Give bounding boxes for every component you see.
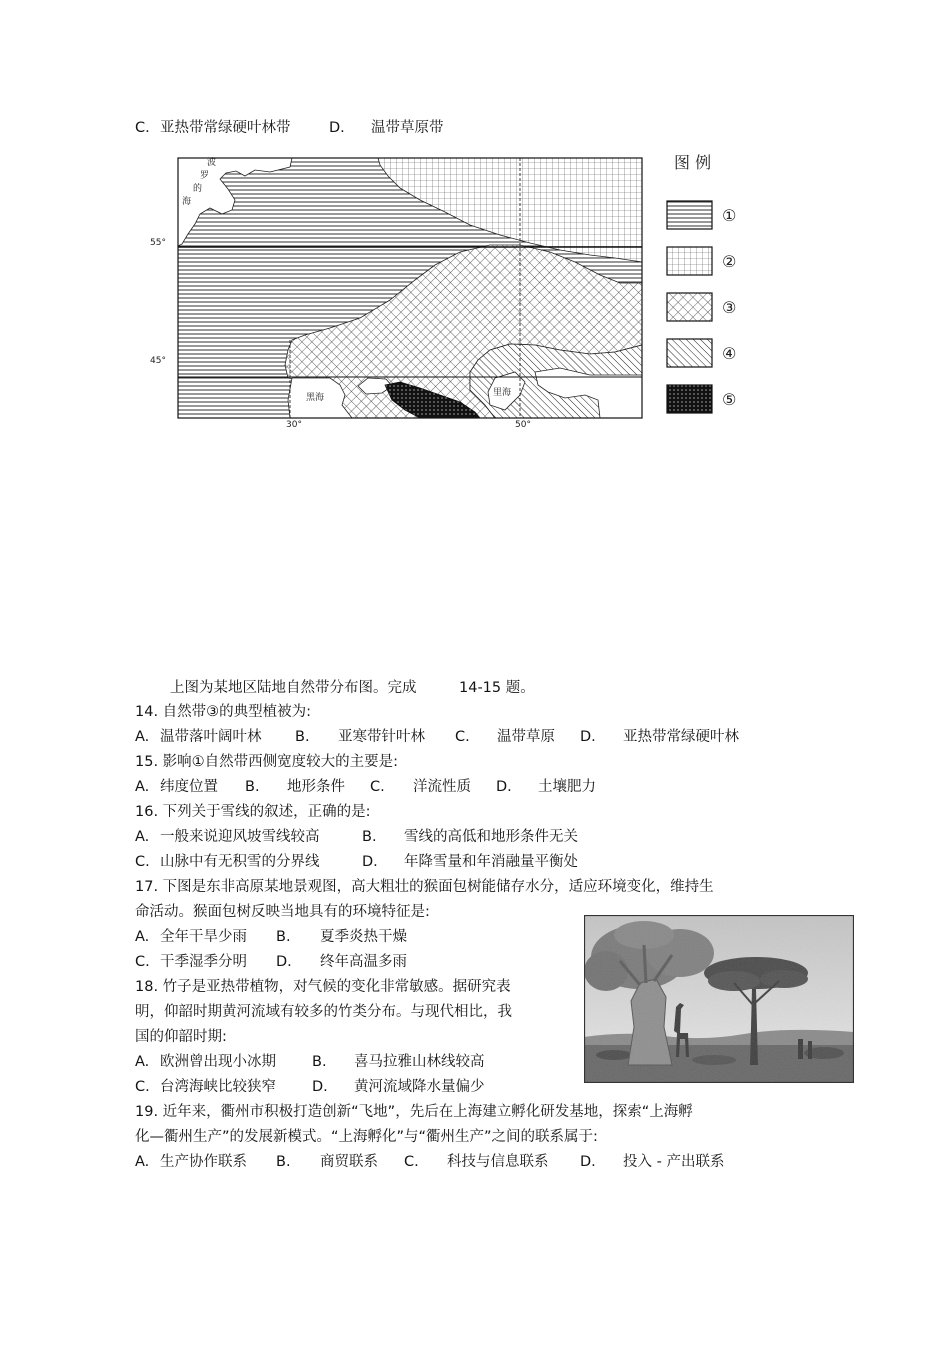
natural-zone-map [140,148,760,433]
option-label: B. [295,729,310,745]
option-text: 温带草原 [497,729,555,745]
option-text: 亚热带常绿硬叶林 [623,729,739,745]
option-label: C. [135,854,150,870]
legend-symbol: ② [722,252,737,271]
option-label: D. [276,954,292,970]
option-label: A. [135,929,150,945]
question-stem: 19. 近年来，衢州市积极打造创新“飞地”，先后在上海建立孵化研发基地，探索“上海孵 [135,1104,693,1120]
option-text: 终年高温多雨 [320,954,407,970]
question-stem: 16. 下列关于雪线的叙述，正确的是: [135,804,371,820]
legend-symbol: ① [722,206,737,225]
question-stem: 国的仰韶时期: [135,1029,227,1045]
legend-swatch-2 [667,247,712,275]
question-stem: 17. 下图是东非高原某地景观图，高大粗壮的猴面包树能储存水分，适应环境变化，维持生 [135,879,714,895]
option-text: 夏季炎热干燥 [320,929,407,945]
baltic-sea-label-char: 海 [182,197,192,207]
option-label: B. [276,929,291,945]
legend-symbol: ③ [722,298,737,317]
option-label: A. [135,779,150,795]
baltic-sea-label-char: 的 [193,184,203,194]
baltic-sea-label-char: 波 [207,158,217,168]
option-label: A. [135,829,150,845]
option-label: C. [455,729,470,745]
option-label: C. [370,779,385,795]
option-label: D. [362,854,378,870]
baobab-landscape-photo [584,915,854,1083]
legend-swatch-3 [667,293,712,321]
option-text: 土壤肥力 [538,779,596,795]
legend-symbol: ⑤ [722,390,737,409]
option-text: 雪线的高低和地形条件无关 [404,829,578,845]
question-stem: 15. 影响①自然带西侧宽度较大的主要是: [135,754,399,770]
black-sea-label: 黑海 [306,393,325,403]
option-text: 亚寒带针叶林 [338,729,425,745]
intro-range: 14-15 题。 [459,680,535,696]
longitude-label: 30° [286,420,302,430]
option-label: A. [135,1154,150,1170]
option-label: D. [329,120,345,136]
option-text: 喜马拉雅山林线较高 [354,1054,485,1070]
option-text: 洋流性质 [413,779,471,795]
question-stem: 明，仰韶时期黄河流域有较多的竹类分布。与现代相比，我 [135,1004,512,1020]
option-text: 纬度位置 [160,779,218,795]
photo-grain-overlay [584,915,854,1083]
option-text: 一般来说迎风坡雪线较高 [160,829,320,845]
question-stem: 14. 自然带③的典型植被为: [135,704,312,720]
option-label: C. [404,1154,419,1170]
option-text: 生产协作联系 [160,1154,247,1170]
option-text: 温带草原带 [371,120,444,136]
option-text: 台湾海峡比较狭窄 [160,1079,276,1095]
option-text: 地形条件 [287,779,345,795]
option-label: A. [135,1054,150,1070]
option-text: 年降雪量和年消融量平衡处 [404,854,578,870]
latitude-label: 55° [150,238,166,248]
longitude-label: 50° [515,420,531,430]
question-stem: 化—衢州生产”的发展新模式。“上海孵化”与“衢州生产”之间的联系属于: [135,1129,598,1145]
option-label: B. [362,829,377,845]
question-stem: 命活动。猴面包树反映当地具有的环境特征是: [135,904,430,920]
option-text: 投入 - 产出联系 [623,1154,725,1170]
option-text: 亚热带常绿硬叶林带 [160,120,291,136]
option-label: D. [580,1154,596,1170]
legend-title: 图 例 [674,153,712,172]
option-label: C. [135,1079,150,1095]
caspian-sea-label: 里海 [493,388,512,398]
option-text: 黄河流域降水量偏少 [354,1079,485,1095]
legend-swatch-1 [667,201,712,229]
option-label: A. [135,729,150,745]
latitude-label: 45° [150,356,166,366]
option-text: 欧洲曾出现小冰期 [160,1054,276,1070]
option-text: 干季湿季分明 [160,954,247,970]
intro-text: 上图为某地区陆地自然带分布图。完成 [170,680,417,696]
legend-swatch-5 [667,385,712,413]
legend-swatch-4 [667,339,712,367]
option-text: 温带落叶阔叶林 [160,729,262,745]
legend-symbol: ④ [722,344,737,363]
option-label: D. [496,779,512,795]
option-text: 商贸联系 [320,1154,378,1170]
option-text: 全年干旱少雨 [160,929,247,945]
option-label: C. [135,120,150,136]
option-label: B. [245,779,260,795]
option-text: 科技与信息联系 [447,1154,549,1170]
question-stem: 18. 竹子是亚热带植物，对气候的变化非常敏感。据研究表 [135,979,511,995]
baltic-sea-label-char: 罗 [200,171,210,181]
option-text: 山脉中有无积雪的分界线 [160,854,320,870]
option-label: D. [312,1079,328,1095]
option-label: B. [312,1054,327,1070]
option-label: D. [580,729,596,745]
option-label: B. [276,1154,291,1170]
option-label: C. [135,954,150,970]
